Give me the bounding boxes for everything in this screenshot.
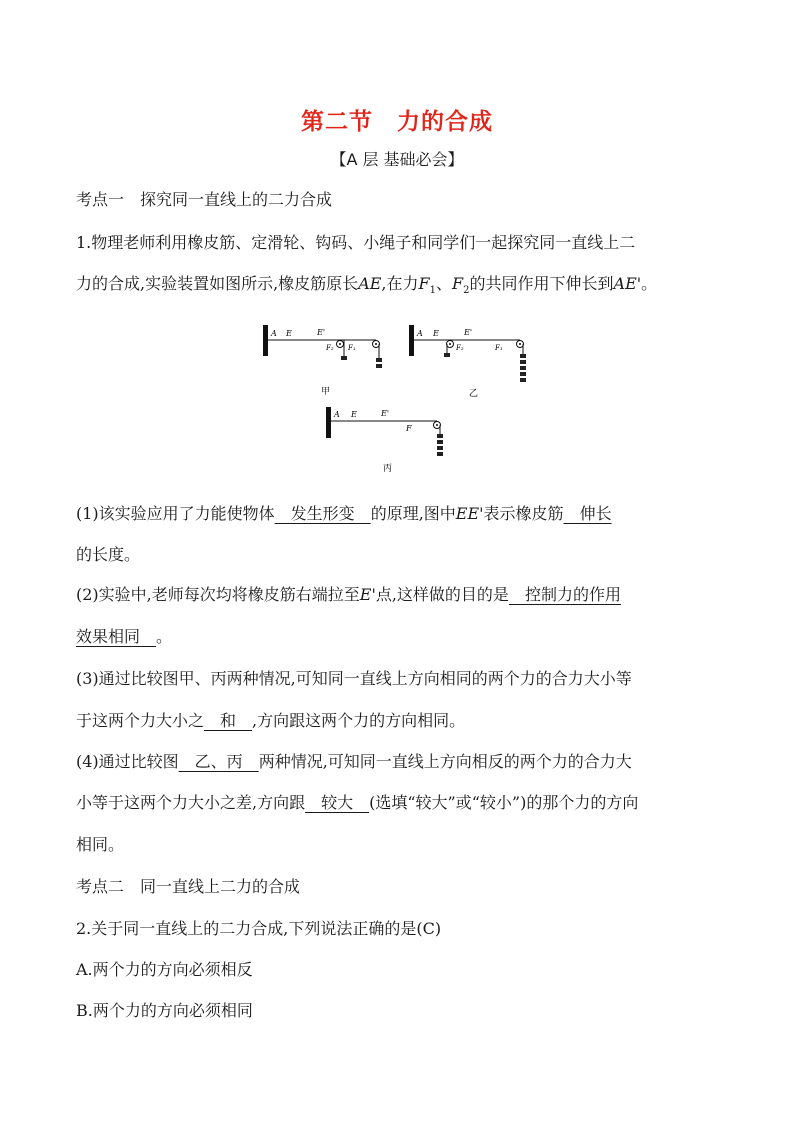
label-e: E (433, 329, 439, 338)
weight-icon (444, 353, 450, 357)
part-2-line-2: 效果相同 。 (76, 627, 173, 646)
weight-icon (520, 360, 526, 364)
weight-icon (376, 358, 382, 362)
label-f2: F₂ (326, 344, 334, 352)
weight-icon (376, 364, 382, 368)
weight-icon (437, 434, 443, 438)
answer-blank: 效果相同 (76, 627, 157, 646)
answer-blank: 控制力的作用 (508, 585, 621, 604)
weight-icon (437, 446, 443, 450)
weight-icon (520, 372, 526, 376)
answer-blank: 乙、丙 (178, 752, 259, 771)
weight-icon (341, 356, 347, 360)
answer-blank: 较大 (305, 793, 370, 812)
wall-bar (263, 325, 268, 356)
question-1-line-2: 力的合成,实验装置如图所示,橡皮筋原长AE,在力$F_1$、$F_2$的共同作用下伸长到AE'。 (76, 274, 658, 297)
answer-blank: 发生形变 (274, 504, 371, 523)
section-number: 第二节 (301, 109, 373, 135)
option-b: B.两个力的方向必须相同 (76, 1001, 253, 1020)
figure-yi (409, 325, 526, 399)
answer-blank: 和 (204, 711, 253, 730)
label-f1: F₁ (348, 344, 356, 352)
var-ee-prime: EE' (455, 504, 484, 523)
level-heading: 【A 层 基础必会】 (330, 150, 464, 169)
label-f1: F₁ (495, 344, 503, 352)
label-e: E (351, 410, 357, 419)
part-1-line-1: (1)该实验应用了力能使物体 发生形变 的原理,图中EE'表示橡皮筋 伸长 (76, 504, 612, 523)
label-e-prime: E' (381, 409, 390, 418)
figure-jia (263, 325, 382, 397)
part-4-line-2: 小等于这两个力大小之差,方向跟 较大 (选填“较大”或“较小”)的那个力的方向 (76, 793, 639, 812)
section-heading-1 (76, 189, 726, 211)
part-2-line-1: (2)实验中,老师每次均将橡皮筋右端拉至E'点,这样做的目的是 控制力的作用 (76, 585, 621, 604)
var-ae: AE (358, 274, 382, 293)
var-e-prime: E' (359, 585, 376, 604)
label-e-prime: E' (317, 328, 326, 337)
part-3-line-2: 于这两个力大小之 和 ,方向跟这两个力的方向相同。 (76, 711, 466, 730)
var-ae-prime: AE' (613, 274, 642, 293)
label-e: E (286, 329, 292, 338)
experiment-diagram (255, 318, 555, 478)
part-3-line-1: (3)通过比较图甲、丙两种情况,可知同一直线上方向相同的两个力的合力大小等 (76, 669, 632, 688)
var-f2: F (452, 274, 464, 293)
caption-jia: 甲 (321, 387, 331, 397)
label-e-prime: E' (464, 328, 473, 337)
section-text: 同一直线上二力的合成 (140, 877, 301, 896)
weight-icon (520, 366, 526, 370)
wall-bar (409, 325, 414, 356)
weight-icon (520, 378, 526, 382)
section-title: 力的合成 (397, 109, 493, 135)
section-heading-2 (76, 876, 726, 898)
label-f: F (406, 424, 412, 433)
label-a: A (417, 329, 423, 338)
label-f2: F₂ (456, 344, 464, 352)
label-a: A (334, 410, 340, 419)
part-4-line-1: (4)通过比较图 乙、丙 两种情况,可知同一直线上方向相反的两个力的合力大 (76, 752, 632, 771)
section-text: 探究同一直线上的二力合成 (140, 190, 333, 209)
label-a: A (271, 329, 277, 338)
part-1-line-2: 的长度。 (76, 545, 141, 564)
section-label: 考点一 (76, 190, 125, 209)
wall-bar (326, 407, 331, 438)
part-4-line-3: 相同。 (76, 835, 125, 854)
weight-icon (437, 440, 443, 444)
weight-icon (520, 354, 526, 358)
answer-blank: 伸长 (563, 504, 612, 523)
var-f1: F (418, 274, 430, 293)
weight-icon (437, 452, 443, 456)
caption-bing: 丙 (383, 464, 393, 474)
option-a: A.两个力的方向必须相反 (76, 960, 253, 979)
question-2-stem: 2.关于同一直线上的二力合成,下列说法正确的是(C) (76, 919, 442, 938)
section-label: 考点二 (76, 877, 125, 896)
question-1-line-1: 1.物理老师利用橡皮筋、定滑轮、钩码、小绳子和同学们一起探究同一直线上二 (76, 233, 636, 252)
page-title (0, 103, 794, 136)
caption-yi: 乙 (469, 389, 479, 399)
figure-bing (326, 407, 443, 474)
